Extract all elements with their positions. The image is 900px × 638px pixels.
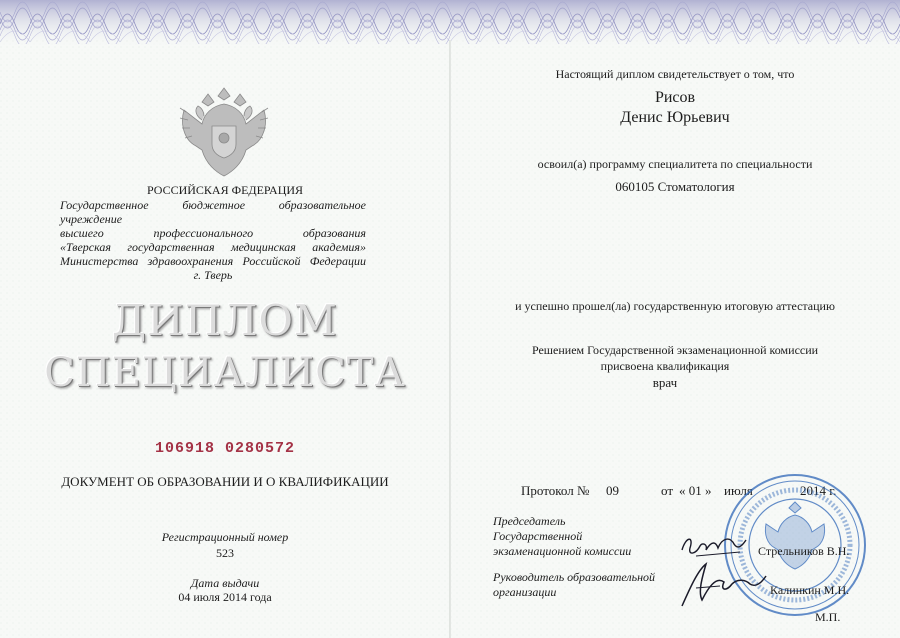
issuer-line: Государственное бюджетное образовательное учреждение [60,198,366,226]
intro-text: Настоящий диплом свидетельствует о том, что [555,67,795,81]
head-label-line: организации [493,585,557,599]
protocol-number: 09 [606,483,619,498]
program-text: освоил(а) программу специалитета по специальности [537,157,813,171]
chairman-name: Стрельников В.Н. [758,544,850,558]
issuer-line: «Тверская государственная медицинская академия» [60,240,366,254]
holder-surname: Рисов [654,89,696,106]
holder-name: Денис Юрьевич [620,109,730,126]
country-name: РОССИЙСКАЯ ФЕДЕРАЦИЯ [146,183,304,197]
qualification: врач [652,375,678,390]
protocol-year: 2014 г. [800,483,837,498]
issue-date: 04 июля 2014 года [178,590,272,604]
reg-number-label: Регистрационный номер [161,530,289,544]
protocol-from: от [661,483,674,498]
head-signature [676,558,768,610]
diploma-title-line2: СПЕЦИАЛИСТА [44,350,406,396]
qualification-label: присвоена квалификация [600,359,730,373]
issue-date-label: Дата выдачи [190,576,260,590]
protocol-day: « 01 » [679,483,712,498]
chairman-label-line: Государственной [493,529,583,543]
issuer-line: высшего профессионального образования [60,226,366,240]
reg-number: 523 [216,546,234,560]
diploma-title-line1: ДИПЛОМ [112,296,338,345]
specialty: 060105 Стоматология [615,179,735,194]
chairman-label-line: Председатель [493,514,566,528]
issuer-block [60,198,366,282]
issuer-line: г. Тверь [193,268,233,282]
attestation-text: и успешно прошел(ла) государственную итоговую аттестацию [515,299,835,313]
head-name: Калинкин М.Н. [770,583,850,597]
chairman-label [493,514,631,559]
issuer-line: Министерства здравоохранения Российской Федерации [60,254,366,268]
head-label [493,570,655,600]
decision-text: Решением Государственной экзаменационной комиссии [531,343,819,357]
coat-of-arms-emblem [172,80,276,180]
protocol-label: Протокол № [521,483,590,498]
serial-number: 106918 0280572 [154,440,296,457]
protocol-month: июля [724,483,753,498]
seal-place-mark: М.П. [815,610,841,624]
head-label-line: Руководитель образовательной [493,570,656,584]
chairman-label-line: экзаменационной комиссии [493,544,632,558]
document-type: ДОКУМЕНТ ОБ ОБРАЗОВАНИИ И О КВАЛИФИКАЦИИ [61,474,389,489]
